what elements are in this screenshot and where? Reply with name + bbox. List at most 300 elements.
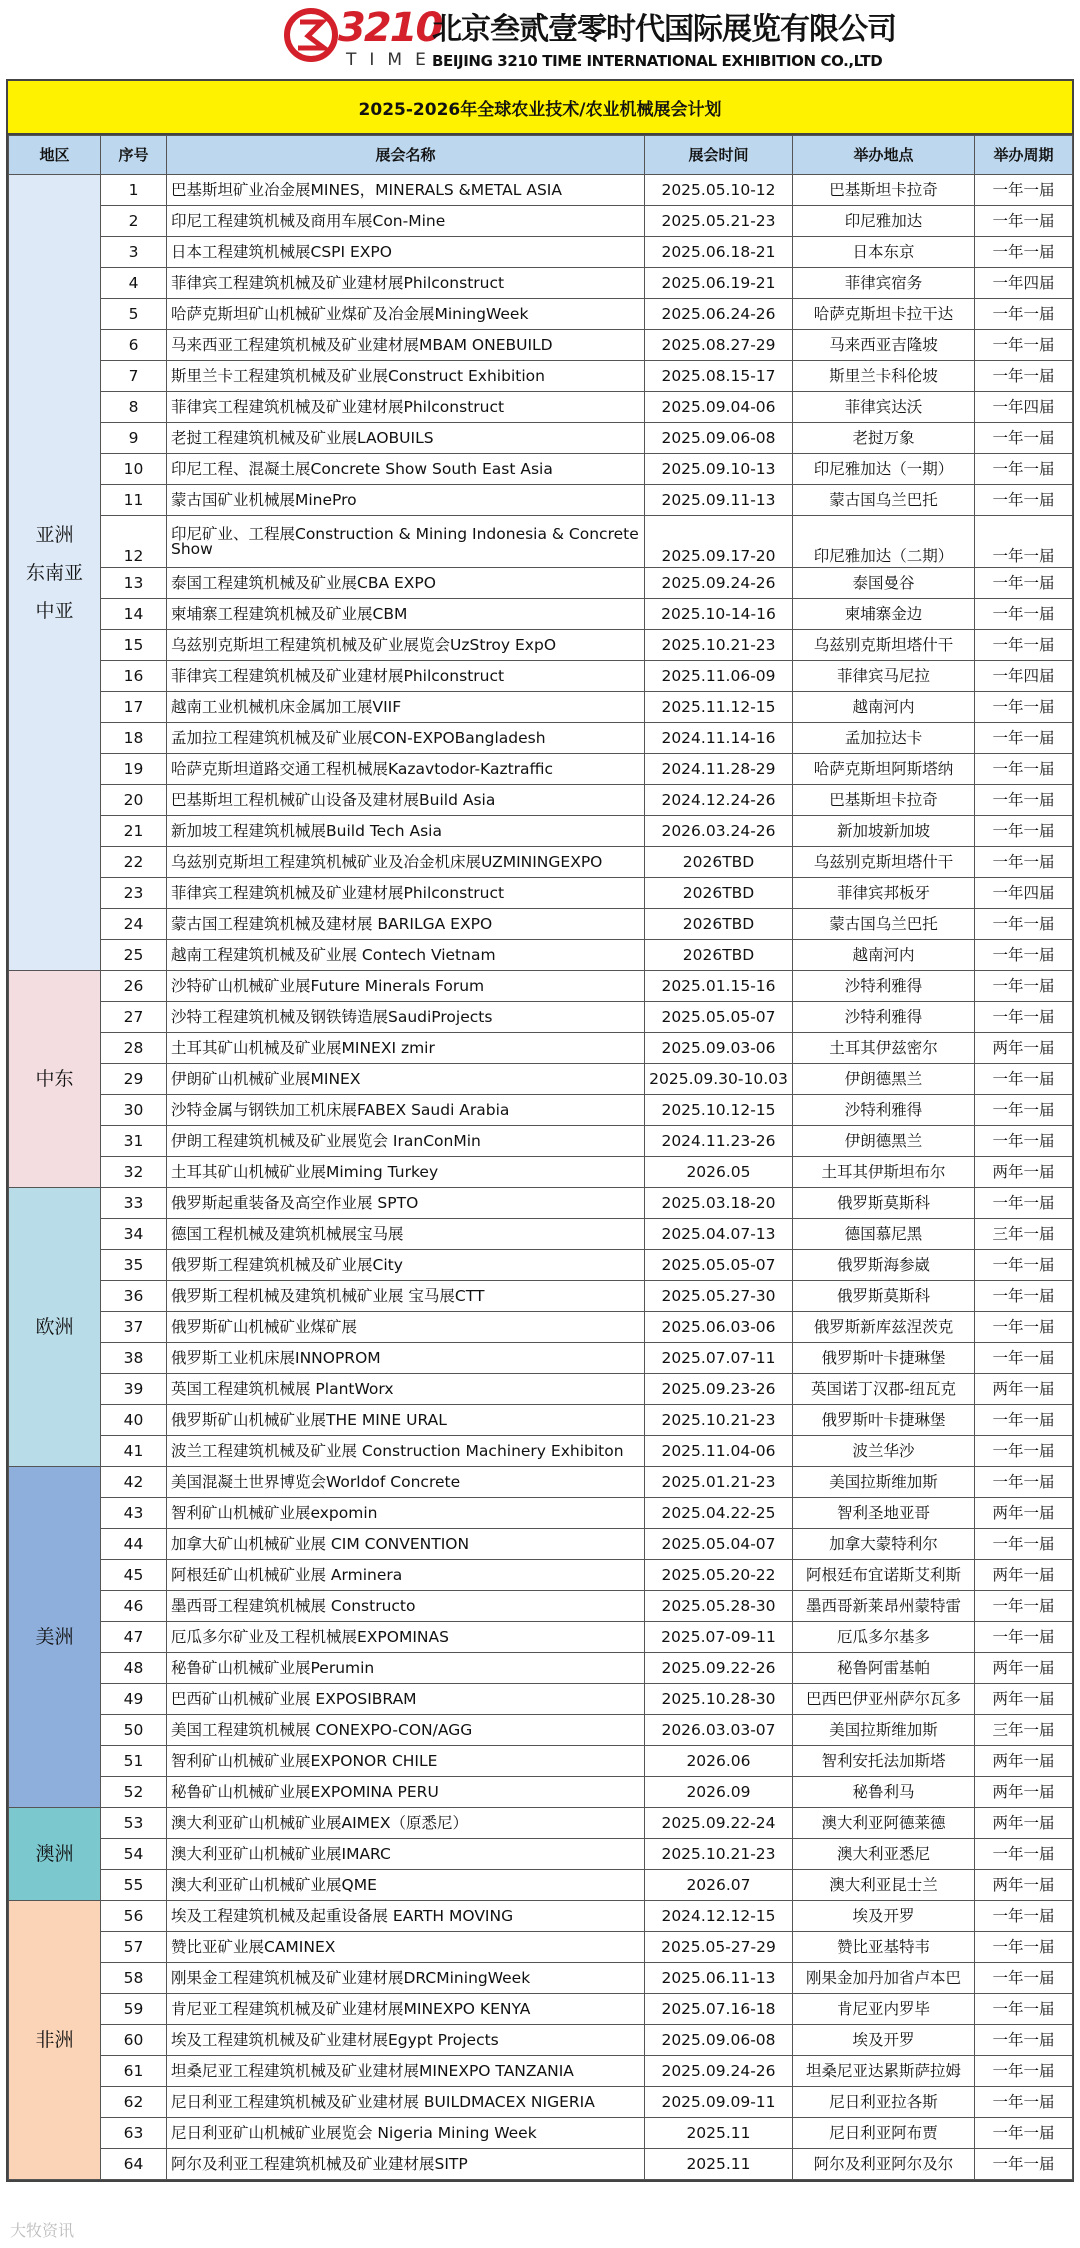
row-index: 60 <box>101 2025 167 2056</box>
row-index: 29 <box>101 1064 167 1095</box>
col-header-region: 地区 <box>9 136 101 175</box>
exhibition-name: 尼日利亚工程建筑机械及矿业建材展 BUILDMACEX NIGERIA <box>167 2087 645 2118</box>
exhibition-name: 俄罗斯工程机械及建筑机械矿业展 宝马展CTT <box>167 1281 645 1312</box>
table-row <box>9 816 1073 847</box>
exhibition-date: 2025.07-09-11 <box>645 1622 793 1653</box>
exhibition-location: 沙特利雅得 <box>793 971 975 1002</box>
exhibition-location: 坦桑尼亚达累斯萨拉姆 <box>793 2056 975 2087</box>
exhibition-table <box>8 135 1073 2180</box>
col-header-name: 展会名称 <box>167 136 645 175</box>
exhibition-cycle: 一年一届 <box>975 175 1073 206</box>
row-index: 25 <box>101 940 167 971</box>
exhibition-location: 越南河内 <box>793 940 975 971</box>
row-index: 54 <box>101 1839 167 1870</box>
exhibition-date: 2025.09.06-08 <box>645 423 793 454</box>
exhibition-cycle: 两年一届 <box>975 1684 1073 1715</box>
exhibition-name: 俄罗斯矿山机械矿业展THE MINE URAL <box>167 1405 645 1436</box>
exhibition-name: 菲律宾工程建筑机械及矿业建材展Philconstruct <box>167 878 645 909</box>
exhibition-location: 美国拉斯维加斯 <box>793 1467 975 1498</box>
exhibition-name: 菲律宾工程建筑机械及矿业建材展Philconstruct <box>167 392 645 423</box>
table-row <box>9 2087 1073 2118</box>
exhibition-date: 2025.11.12-15 <box>645 692 793 723</box>
row-index: 45 <box>101 1560 167 1591</box>
row-index: 5 <box>101 299 167 330</box>
exhibition-cycle: 一年四届 <box>975 392 1073 423</box>
exhibition-cycle: 一年一届 <box>975 909 1073 940</box>
table-row <box>9 1622 1073 1653</box>
exhibition-name: 哈萨克斯坦矿山机械矿业煤矿及冶金展MiningWeek <box>167 299 645 330</box>
logo-time: TIME <box>346 50 439 70</box>
exhibition-date: 2026.06 <box>645 1746 793 1777</box>
row-index: 15 <box>101 630 167 661</box>
table-row <box>9 1374 1073 1405</box>
company-name-en: BEIJING 3210 TIME INTERNATIONAL EXHIBITION CO.,LTD <box>432 52 883 70</box>
row-index: 46 <box>101 1591 167 1622</box>
table-row <box>9 1591 1073 1622</box>
row-index: 44 <box>101 1529 167 1560</box>
exhibition-name: 美国混凝土世界博览会Worldof Concrete <box>167 1467 645 1498</box>
exhibition-name: 印尼矿业、工程展Construction & Mining Indonesia & Concrete Show <box>167 516 645 568</box>
exhibition-location: 尼日利亚阿布贾 <box>793 2118 975 2149</box>
exhibition-date: 2025.05.20-22 <box>645 1560 793 1591</box>
table-row <box>9 423 1073 454</box>
exhibition-name: 墨西哥工程建筑机械展 Constructo <box>167 1591 645 1622</box>
exhibition-date: 2025.07.07-11 <box>645 1343 793 1374</box>
exhibition-location: 伊朗德黑兰 <box>793 1064 975 1095</box>
table-row <box>9 1281 1073 1312</box>
table-row <box>9 940 1073 971</box>
exhibition-location: 泰国曼谷 <box>793 568 975 599</box>
exhibition-location: 印尼雅加达（二期） <box>793 516 975 568</box>
exhibition-cycle: 一年一届 <box>975 1994 1073 2025</box>
exhibition-date: 2025.05.10-12 <box>645 175 793 206</box>
exhibition-date: 2026.03.24-26 <box>645 816 793 847</box>
exhibition-location: 菲律宾宿务 <box>793 268 975 299</box>
table-row <box>9 630 1073 661</box>
row-index: 30 <box>101 1095 167 1126</box>
exhibition-cycle: 一年四届 <box>975 661 1073 692</box>
exhibition-cycle: 一年一届 <box>975 568 1073 599</box>
row-index: 47 <box>101 1622 167 1653</box>
exhibition-name: 伊朗矿山机械矿业展MINEX <box>167 1064 645 1095</box>
table-row <box>9 454 1073 485</box>
table-row <box>9 1963 1073 1994</box>
row-index: 59 <box>101 1994 167 2025</box>
exhibition-location: 智利圣地亚哥 <box>793 1498 975 1529</box>
table-row <box>9 1219 1073 1250</box>
exhibition-date: 2025.11 <box>645 2118 793 2149</box>
region-cell-asia: 亚洲 东南亚 中亚 <box>9 175 101 971</box>
exhibition-cycle: 一年一届 <box>975 1467 1073 1498</box>
table-row <box>9 299 1073 330</box>
exhibition-name: 秘鲁矿山机械矿业展Perumin <box>167 1653 645 1684</box>
exhibition-date: 2025.05.05-07 <box>645 1002 793 1033</box>
table-row <box>9 268 1073 299</box>
exhibition-location: 沙特利雅得 <box>793 1095 975 1126</box>
table-row <box>9 2149 1073 2180</box>
exhibition-cycle: 一年一届 <box>975 299 1073 330</box>
table-row <box>9 1095 1073 1126</box>
exhibition-date: 2025.10.21-23 <box>645 1839 793 1870</box>
table-row <box>9 2118 1073 2149</box>
exhibition-date: 2025.05.27-30 <box>645 1281 793 1312</box>
exhibition-date: 2025.05-27-29 <box>645 1932 793 1963</box>
exhibition-date: 2026.07 <box>645 1870 793 1901</box>
col-header-cycle: 举办周期 <box>975 136 1073 175</box>
exhibition-date: 2026.03.03-07 <box>645 1715 793 1746</box>
exhibition-date: 2024.11.14-16 <box>645 723 793 754</box>
exhibition-cycle: 三年一届 <box>975 1715 1073 1746</box>
exhibition-name: 澳大利亚矿山机械矿业展QME <box>167 1870 645 1901</box>
exhibition-date: 2026TBD <box>645 847 793 878</box>
exhibition-location: 沙特利雅得 <box>793 1002 975 1033</box>
exhibition-location: 赞比亚基特韦 <box>793 1932 975 1963</box>
table-row <box>9 785 1073 816</box>
exhibition-location: 俄罗斯莫斯科 <box>793 1281 975 1312</box>
exhibition-name: 英国工程建筑机械展 PlantWorx <box>167 1374 645 1405</box>
exhibition-location: 柬埔寨金边 <box>793 599 975 630</box>
table-row <box>9 661 1073 692</box>
exhibition-name: 柬埔寨工程建筑机械及矿业展CBM <box>167 599 645 630</box>
exhibition-name: 埃及工程建筑机械及起重设备展 EARTH MOVING <box>167 1901 645 1932</box>
exhibition-location: 阿根廷布宜诺斯艾利斯 <box>793 1560 975 1591</box>
table-row <box>9 1436 1073 1467</box>
exhibition-cycle: 一年一届 <box>975 1064 1073 1095</box>
exhibition-date: 2025.06.03-06 <box>645 1312 793 1343</box>
exhibition-location: 阿尔及利亚阿尔及尔 <box>793 2149 975 2180</box>
exhibition-location: 巴基斯坦卡拉奇 <box>793 175 975 206</box>
exhibition-name: 俄罗斯工程建筑机械及矿业展City <box>167 1250 645 1281</box>
exhibition-location: 老挝万象 <box>793 423 975 454</box>
exhibition-date: 2025.10.21-23 <box>645 630 793 661</box>
exhibition-date: 2025.04.22-25 <box>645 1498 793 1529</box>
exhibition-date: 2025.03.18-20 <box>645 1188 793 1219</box>
table-row <box>9 1250 1073 1281</box>
table-row <box>9 723 1073 754</box>
exhibition-date: 2025.09.22-26 <box>645 1653 793 1684</box>
exhibition-name: 厄瓜多尔矿业及工程机械展EXPOMINAS <box>167 1622 645 1653</box>
table-row <box>9 1746 1073 1777</box>
table-row <box>9 1002 1073 1033</box>
exhibition-cycle: 一年一届 <box>975 2149 1073 2180</box>
exhibition-location: 德国慕尼黑 <box>793 1219 975 1250</box>
exhibition-date: 2025.05.05-07 <box>645 1250 793 1281</box>
table-row <box>9 599 1073 630</box>
exhibition-name: 尼日利亚矿山机械矿业展览会 Nigeria Mining Week <box>167 2118 645 2149</box>
exhibition-name: 阿根廷矿山机械矿业展 Arminera <box>167 1560 645 1591</box>
exhibition-cycle: 一年一届 <box>975 1343 1073 1374</box>
exhibition-cycle: 一年一届 <box>975 361 1073 392</box>
exhibition-location: 哈萨克斯坦卡拉干达 <box>793 299 975 330</box>
exhibition-cycle: 一年一届 <box>975 692 1073 723</box>
exhibition-date: 2025.10-14-16 <box>645 599 793 630</box>
exhibition-date: 2024.11.28-29 <box>645 754 793 785</box>
exhibition-name: 沙特工程建筑机械及钢铁铸造展SaudiProjects <box>167 1002 645 1033</box>
exhibition-location: 俄罗斯叶卡捷琳堡 <box>793 1405 975 1436</box>
exhibition-date: 2025.06.11-13 <box>645 1963 793 1994</box>
exhibition-date: 2025.01.21-23 <box>645 1467 793 1498</box>
table-row <box>9 1529 1073 1560</box>
row-index: 6 <box>101 330 167 361</box>
table-row <box>9 1467 1073 1498</box>
exhibition-cycle: 一年一届 <box>975 1405 1073 1436</box>
row-index: 63 <box>101 2118 167 2149</box>
row-index: 1 <box>101 175 167 206</box>
exhibition-location: 厄瓜多尔基多 <box>793 1622 975 1653</box>
exhibition-location: 哈萨克斯坦阿斯塔纳 <box>793 754 975 785</box>
row-index: 9 <box>101 423 167 454</box>
table-row <box>9 971 1073 1002</box>
exhibition-cycle: 一年一届 <box>975 2025 1073 2056</box>
table-row <box>9 1312 1073 1343</box>
exhibition-date: 2024.12.12-15 <box>645 1901 793 1932</box>
exhibition-name: 孟加拉工程建筑机械及矿业展CON-EXPOBangladesh <box>167 723 645 754</box>
table-row <box>9 692 1073 723</box>
table-row <box>9 237 1073 268</box>
exhibition-name: 智利矿山机械矿业展expomin <box>167 1498 645 1529</box>
exhibition-name: 伊朗工程建筑机械及矿业展览会 IranConMin <box>167 1126 645 1157</box>
exhibition-name: 美国工程建筑机械展 CONEXPO-CON/AGG <box>167 1715 645 1746</box>
exhibition-date: 2025.06.19-21 <box>645 268 793 299</box>
exhibition-date: 2025.11.04-06 <box>645 1436 793 1467</box>
exhibition-location: 俄罗斯新库兹涅茨克 <box>793 1312 975 1343</box>
exhibition-date: 2025.09.24-26 <box>645 568 793 599</box>
exhibition-cycle: 一年一届 <box>975 423 1073 454</box>
exhibition-cycle: 一年一届 <box>975 2087 1073 2118</box>
exhibition-name: 越南工程建筑机械及矿业展 Contech Vietnam <box>167 940 645 971</box>
exhibition-name: 泰国工程建筑机械及矿业展CBA EXPO <box>167 568 645 599</box>
watermark: 大牧资讯 <box>10 2221 75 2240</box>
table-row <box>9 175 1073 206</box>
row-index: 23 <box>101 878 167 909</box>
exhibition-cycle: 一年一届 <box>975 1963 1073 1994</box>
exhibition-date: 2024.12.24-26 <box>645 785 793 816</box>
exhibition-date: 2025.05.21-23 <box>645 206 793 237</box>
exhibition-name: 加拿大矿山机械矿业展 CIM CONVENTION <box>167 1529 645 1560</box>
exhibition-cycle: 一年一届 <box>975 1529 1073 1560</box>
exhibition-location: 加拿大蒙特利尔 <box>793 1529 975 1560</box>
exhibition-cycle: 两年一届 <box>975 1374 1073 1405</box>
exhibition-cycle: 两年一届 <box>975 1808 1073 1839</box>
table-row <box>9 330 1073 361</box>
logo-number: 3210 <box>338 5 442 51</box>
col-header-location: 举办地点 <box>793 136 975 175</box>
exhibition-name: 秘鲁矿山机械矿业展EXPOMINA PERU <box>167 1777 645 1808</box>
row-index: 22 <box>101 847 167 878</box>
exhibition-location: 印尼雅加达（一期） <box>793 454 975 485</box>
exhibition-name: 波兰工程建筑机械及矿业展 Construction Machinery Exhibiton <box>167 1436 645 1467</box>
exhibition-cycle: 一年一届 <box>975 516 1073 568</box>
exhibition-cycle: 一年一届 <box>975 847 1073 878</box>
exhibition-cycle: 一年一届 <box>975 1591 1073 1622</box>
exhibition-cycle: 一年一届 <box>975 1126 1073 1157</box>
exhibition-location: 墨西哥新莱昂州蒙特雷 <box>793 1591 975 1622</box>
exhibition-date: 2025.09.04-06 <box>645 392 793 423</box>
exhibition-cycle: 一年一届 <box>975 630 1073 661</box>
table-row <box>9 1188 1073 1219</box>
exhibition-cycle: 两年一届 <box>975 1498 1073 1529</box>
exhibition-location: 乌兹别克斯坦塔什干 <box>793 847 975 878</box>
table-row <box>9 2025 1073 2056</box>
table-row <box>9 878 1073 909</box>
exhibition-location: 澳大利亚悉尼 <box>793 1839 975 1870</box>
row-index: 42 <box>101 1467 167 1498</box>
exhibition-date: 2025.09.17-20 <box>645 516 793 568</box>
exhibition-date: 2024.11.23-26 <box>645 1126 793 1157</box>
exhibition-location: 斯里兰卡科伦坡 <box>793 361 975 392</box>
table-row <box>9 1808 1073 1839</box>
row-index: 53 <box>101 1808 167 1839</box>
row-index: 39 <box>101 1374 167 1405</box>
exhibition-cycle: 一年一届 <box>975 1932 1073 1963</box>
row-index: 61 <box>101 2056 167 2087</box>
row-index: 18 <box>101 723 167 754</box>
logo-icon <box>282 6 340 64</box>
exhibition-cycle: 一年一届 <box>975 206 1073 237</box>
exhibition-cycle: 一年一届 <box>975 1188 1073 1219</box>
row-index: 49 <box>101 1684 167 1715</box>
exhibition-location: 乌兹别克斯坦塔什干 <box>793 630 975 661</box>
table-row <box>9 1157 1073 1188</box>
exhibition-date: 2025.09.23-26 <box>645 1374 793 1405</box>
row-index: 21 <box>101 816 167 847</box>
exhibition-name: 肯尼亚工程建筑机械及矿业建材展MINEXPO KENYA <box>167 1994 645 2025</box>
region-cell-me: 中东 <box>9 971 101 1188</box>
table-row <box>9 485 1073 516</box>
exhibition-cycle: 两年一届 <box>975 1870 1073 1901</box>
exhibition-location: 澳大利亚昆士兰 <box>793 1870 975 1901</box>
exhibition-location: 蒙古国乌兰巴托 <box>793 485 975 516</box>
exhibition-cycle: 一年一届 <box>975 2056 1073 2087</box>
exhibition-location: 肯尼亚内罗毕 <box>793 1994 975 2025</box>
exhibition-name: 蒙古国矿业机械展MinePro <box>167 485 645 516</box>
exhibition-location: 伊朗德黑兰 <box>793 1126 975 1157</box>
row-index: 35 <box>101 1250 167 1281</box>
row-index: 34 <box>101 1219 167 1250</box>
row-index: 20 <box>101 785 167 816</box>
exhibition-name: 印尼工程、混凝土展Concrete Show South East Asia <box>167 454 645 485</box>
table-row <box>9 1405 1073 1436</box>
exhibition-cycle: 一年一届 <box>975 816 1073 847</box>
exhibition-name: 印尼工程建筑机械及商用车展Con-Mine <box>167 206 645 237</box>
exhibition-date: 2025.09.10-13 <box>645 454 793 485</box>
exhibition-cycle: 一年一届 <box>975 454 1073 485</box>
exhibition-location: 越南河内 <box>793 692 975 723</box>
table-row <box>9 1126 1073 1157</box>
exhibition-date: 2025.09.24-26 <box>645 2056 793 2087</box>
exhibition-date: 2025.09.22-24 <box>645 1808 793 1839</box>
exhibition-name: 新加坡工程建筑机械展Build Tech Asia <box>167 816 645 847</box>
row-index: 14 <box>101 599 167 630</box>
row-index: 33 <box>101 1188 167 1219</box>
row-index: 37 <box>101 1312 167 1343</box>
company-name-cn: 北京叁贰壹零时代国际展览有限公司 <box>432 12 896 47</box>
row-index: 12 <box>101 516 167 568</box>
row-index: 4 <box>101 268 167 299</box>
exhibition-name: 沙特矿山机械矿业展Future Minerals Forum <box>167 971 645 1002</box>
exhibition-cycle: 一年一届 <box>975 940 1073 971</box>
exhibition-location: 波兰华沙 <box>793 1436 975 1467</box>
region-cell-am: 美洲 <box>9 1467 101 1808</box>
exhibition-date: 2026TBD <box>645 909 793 940</box>
table-row <box>9 1715 1073 1746</box>
exhibition-cycle: 一年一届 <box>975 1901 1073 1932</box>
exhibition-date: 2025.05.28-30 <box>645 1591 793 1622</box>
table-row <box>9 1839 1073 1870</box>
table-row <box>9 909 1073 940</box>
table-title: 2025-2026年全球农业技术/农业机械展会计划 <box>8 81 1072 135</box>
table-row <box>9 392 1073 423</box>
exhibition-name: 巴基斯坦工程机械矿山设备及建材展Build Asia <box>167 785 645 816</box>
exhibition-name: 菲律宾工程建筑机械及矿业建材展Philconstruct <box>167 661 645 692</box>
row-index: 2 <box>101 206 167 237</box>
exhibition-name: 俄罗斯工业机床展INNOPROM <box>167 1343 645 1374</box>
exhibition-cycle: 一年一届 <box>975 237 1073 268</box>
exhibition-location: 日本东京 <box>793 237 975 268</box>
exhibition-name: 澳大利亚矿山机械矿业展IMARC <box>167 1839 645 1870</box>
exhibition-name: 老挝工程建筑机械及矿业展LAOBUILS <box>167 423 645 454</box>
exhibition-cycle: 一年一届 <box>975 1839 1073 1870</box>
exhibition-date: 2025.10.21-23 <box>645 1405 793 1436</box>
exhibition-date: 2025.05.04-07 <box>645 1529 793 1560</box>
table-row <box>9 206 1073 237</box>
exhibition-cycle: 一年一届 <box>975 1002 1073 1033</box>
exhibition-name: 赞比亚矿业展CAMINEX <box>167 1932 645 1963</box>
exhibition-location: 英国诺丁汉郡-纽瓦克 <box>793 1374 975 1405</box>
exhibition-date: 2025.10.12-15 <box>645 1095 793 1126</box>
exhibition-cycle: 一年一届 <box>975 599 1073 630</box>
exhibition-location: 埃及开罗 <box>793 2025 975 2056</box>
exhibition-cycle: 一年一届 <box>975 330 1073 361</box>
row-index: 41 <box>101 1436 167 1467</box>
table-row <box>9 1343 1073 1374</box>
row-index: 26 <box>101 971 167 1002</box>
exhibition-cycle: 一年一届 <box>975 485 1073 516</box>
row-index: 16 <box>101 661 167 692</box>
row-index: 57 <box>101 1932 167 1963</box>
page-header <box>0 0 1080 78</box>
exhibition-name: 埃及工程建筑机械及矿业建材展Egypt Projects <box>167 2025 645 2056</box>
table-row <box>9 2056 1073 2087</box>
exhibition-cycle: 一年一届 <box>975 1281 1073 1312</box>
table-row <box>9 1560 1073 1591</box>
exhibition-name: 马来西亚工程建筑机械及矿业建材展MBAM ONEBUILD <box>167 330 645 361</box>
exhibition-location: 澳大利亚阿德莱德 <box>793 1808 975 1839</box>
region-cell-au: 澳洲 <box>9 1808 101 1901</box>
exhibition-location: 智利安托法加斯塔 <box>793 1746 975 1777</box>
exhibition-cycle: 一年一届 <box>975 2118 1073 2149</box>
exhibition-location: 土耳其伊兹密尔 <box>793 1033 975 1064</box>
exhibition-cycle: 两年一届 <box>975 1777 1073 1808</box>
row-index: 55 <box>101 1870 167 1901</box>
exhibition-cycle: 一年一届 <box>975 1095 1073 1126</box>
exhibition-cycle: 一年一届 <box>975 723 1073 754</box>
exhibition-date: 2025.11 <box>645 2149 793 2180</box>
row-index: 31 <box>101 1126 167 1157</box>
table-row <box>9 1498 1073 1529</box>
exhibition-location: 刚果金加丹加省卢本巴 <box>793 1963 975 1994</box>
table-row <box>9 568 1073 599</box>
row-index: 32 <box>101 1157 167 1188</box>
exhibition-date: 2025.09.09-11 <box>645 2087 793 2118</box>
exhibition-location: 菲律宾达沃 <box>793 392 975 423</box>
exhibition-cycle: 一年一届 <box>975 754 1073 785</box>
exhibition-date: 2025.08.15-17 <box>645 361 793 392</box>
table-row <box>9 1684 1073 1715</box>
exhibition-name: 菲律宾工程建筑机械及矿业建材展Philconstruct <box>167 268 645 299</box>
exhibition-cycle: 一年一届 <box>975 1436 1073 1467</box>
col-header-date: 展会时间 <box>645 136 793 175</box>
